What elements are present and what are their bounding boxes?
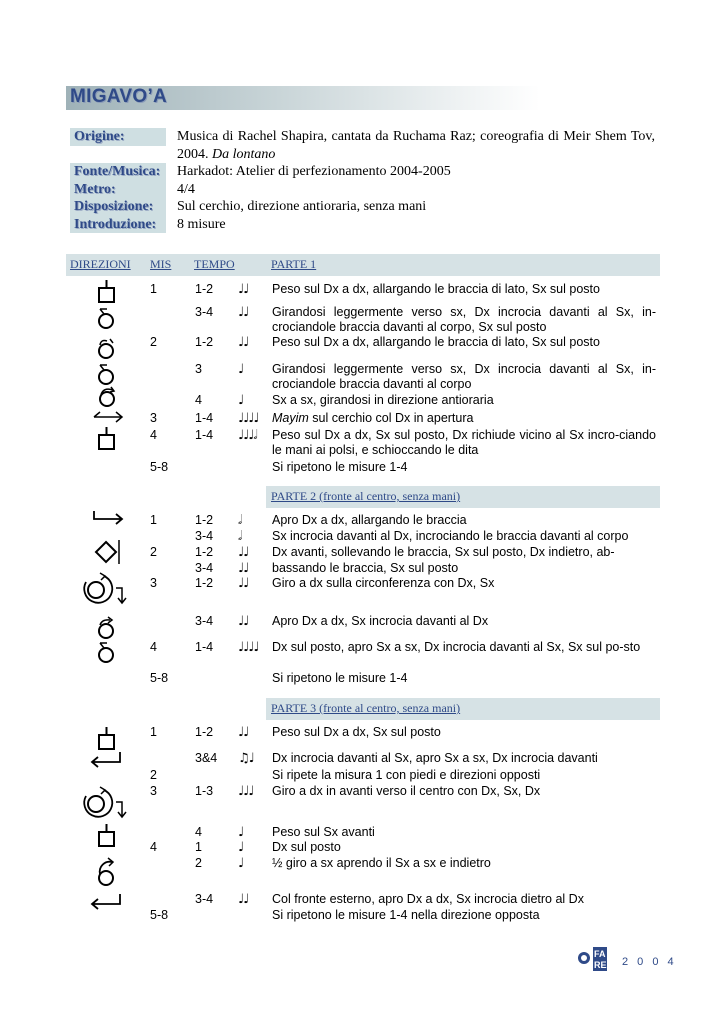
notes-cell: ♩♩	[238, 725, 249, 740]
description-cell: Dx sul posto	[272, 840, 341, 854]
tempo-cell: 1	[195, 840, 202, 854]
circle-turn-icon	[78, 784, 130, 824]
description-cell: Girandosi leggermente verso sx, Dx incrocia davanti al Sx, in-crociandole braccia davanti al corpo, Sx sul posto	[272, 305, 656, 334]
description-cell: Dx incrocia davanti al Sx, apro Sx a sx, Dx incrocia davanti	[272, 751, 598, 765]
info-label: Introduzione:	[70, 216, 166, 234]
description-cell: Peso sul Dx a dx, Sx sul posto	[272, 725, 441, 739]
turn-left-icon	[93, 306, 123, 332]
info-value	[177, 128, 655, 163]
notes-cell: ♩	[238, 362, 244, 377]
notes-cell: ♩♩♩𝅗𝅥	[238, 428, 257, 443]
step-right-icon	[93, 279, 123, 305]
info-label: Metro:	[70, 181, 166, 199]
mis-cell: 3	[150, 411, 157, 425]
notes-cell: ♩♩♩♩	[238, 411, 259, 426]
tempo-cell: 1-2	[195, 576, 214, 590]
part-1-title: PARTE 1	[271, 257, 317, 271]
col-mis: MIS	[150, 257, 172, 271]
description-cell: Si ripete la misura 1 con piedi e direzioni opposti	[272, 768, 541, 782]
double-arrow-icon	[92, 409, 124, 425]
info-value: 4/4	[177, 181, 195, 197]
notes-cell: ♩♩	[238, 305, 249, 320]
mis-cell: 4	[150, 428, 157, 442]
description-cell: Mayim sul cerchio col Dx in apertura	[272, 411, 474, 425]
description-cell: Peso sul Sx avanti	[272, 825, 375, 839]
description-cell: Dx avanti, sollevando le braccia, Sx sul posto, Dx indietro, ab-	[272, 545, 615, 559]
tempo-cell: 3-4	[195, 561, 214, 575]
notes-cell: ♩♩	[238, 561, 249, 576]
info-label: Origine:	[70, 128, 166, 146]
description-cell: Si ripetono le misure 1-4	[272, 671, 408, 685]
description-cell: Peso sul Dx a dx, allargando le braccia di lato, Sx sul posto	[272, 282, 600, 296]
diamond-icon	[92, 538, 124, 568]
description-cell: Dx sul posto, apro Sx a sx, Dx incrocia davanti al Sx, Sx sul po-sto	[272, 640, 641, 654]
arrow-right-icon	[92, 509, 126, 527]
notes-cell: ♫♩	[238, 751, 254, 766]
page-title: MIGAVO’A	[70, 86, 168, 107]
mis-cell: 3	[150, 576, 157, 590]
mis-cell: 5-8	[150, 671, 169, 685]
svg-text:FA: FA	[594, 949, 606, 959]
tempo-cell: 1-4	[195, 428, 214, 442]
description-cell: Girandosi leggermente verso sx, Dx incrocia davanti al Sx, in-crociandole braccia davanti al corpo	[272, 362, 656, 391]
mis-cell: 1	[150, 282, 157, 296]
notes-cell: ♩	[238, 393, 244, 408]
info-row-origine	[70, 128, 655, 163]
tempo-cell: 1-4	[195, 640, 214, 654]
notes-cell: ♩♩	[238, 892, 249, 907]
mis-cell: 2	[150, 545, 157, 559]
tempo-cell: 3&4	[195, 751, 218, 765]
arrow-left-icon	[88, 892, 124, 912]
description-cell: Si ripetono le misure 1-4	[272, 460, 408, 474]
mis-cell: 5-8	[150, 460, 169, 474]
table-header	[66, 254, 660, 276]
part-3-header	[266, 698, 660, 720]
step-right-icon	[93, 823, 123, 849]
tempo-cell: 3-4	[195, 305, 214, 319]
description-cell: Apro Dx a dx, Sx incrocia davanti al Dx	[272, 614, 489, 628]
turn-icon	[93, 616, 123, 642]
description-cell: Apro Dx a dx, allargando le braccia	[272, 513, 467, 527]
mis-cell: 2	[150, 768, 157, 782]
footer-year: 2 0 0 4	[622, 956, 677, 968]
mis-cell: 2	[150, 335, 157, 349]
mis-cell: 1	[150, 725, 157, 739]
logo-icon	[577, 945, 621, 973]
notes-cell: ♩♩	[238, 545, 249, 560]
tempo-cell: 3-4	[195, 892, 214, 906]
notes-cell: ♩♩	[238, 282, 249, 297]
part-2-title: PARTE 2 (fronte al centro, senza mani)	[271, 489, 461, 503]
description-cell: Sx a sx, girandosi in direzione antioraria	[272, 393, 494, 407]
mis-cell: 4	[150, 640, 157, 654]
mis-cell: 4	[150, 840, 157, 854]
tempo-cell: 1-2	[195, 335, 214, 349]
step-right-icon	[93, 426, 123, 452]
col-tempo: TEMPO	[194, 257, 235, 271]
notes-cell: ♩	[238, 825, 244, 840]
circle-turn-icon	[78, 570, 130, 610]
tempo-cell: 1-2	[195, 513, 214, 527]
notes-cell: ♩♩	[238, 576, 249, 591]
tempo-cell: 1-4	[195, 411, 214, 425]
part-3-title: PARTE 3 (fronte al centro, senza mani)	[271, 701, 461, 715]
description-cell: Peso sul Dx a dx, allargando le braccia di lato, Sx sul posto	[272, 335, 600, 349]
tempo-cell: 3-4	[195, 529, 214, 543]
description-cell: Sx incrocia davanti al Dx, incrociando le braccia davanti al corpo	[272, 529, 629, 543]
info-row-introduzione	[70, 216, 655, 234]
notes-cell: ♩♩♩	[238, 784, 254, 799]
turn-left-icon	[93, 640, 123, 666]
tempo-cell: 4	[195, 393, 202, 407]
description-cell: bassando le braccia, Sx sul posto	[272, 561, 459, 575]
description-cell: Giro a dx in avanti verso il centro con Dx, Sx, Dx	[272, 784, 541, 798]
info-row-fonte	[70, 163, 655, 181]
tempo-cell: 1-2	[195, 282, 214, 296]
arrow-left-icon	[88, 750, 124, 770]
half-turn-icon	[88, 854, 124, 890]
info-block	[70, 128, 655, 233]
info-label: Fonte/Musica:	[70, 163, 166, 181]
description-cell: Col fronte esterno, apro Dx a dx, Sx incrocia dietro al Dx	[272, 892, 584, 906]
tempo-cell: 3-4	[195, 614, 214, 628]
info-row-metro	[70, 181, 655, 199]
notes-cell: ♩	[238, 840, 244, 855]
tempo-cell: 1-3	[195, 784, 214, 798]
notes-cell: ♩♩	[238, 335, 249, 350]
turn-icon	[93, 336, 123, 362]
tempo-cell: 3	[195, 362, 202, 376]
col-direzioni: DIREZIONI	[70, 257, 131, 271]
tempo-cell: 1-2	[195, 545, 214, 559]
part-2-header	[266, 486, 660, 508]
origin-text: Musica di Rachel Shapira, cantata da Ruchama Raz; coreografia di Meir Shem Tov, 2004. Da lontano	[177, 129, 655, 162]
info-value: 8 misure	[177, 216, 226, 232]
step-right-icon	[93, 726, 123, 752]
notes-cell: ♩	[238, 856, 244, 871]
info-label: Disposizione:	[70, 198, 166, 216]
mis-cell: 1	[150, 513, 157, 527]
tempo-cell: 4	[195, 825, 202, 839]
info-row-disposizione	[70, 198, 655, 216]
tempo-cell: 2	[195, 856, 202, 870]
description-cell: Giro a dx sulla circonferenza con Dx, Sx	[272, 576, 495, 590]
notes-cell: ♩♩	[238, 614, 249, 629]
info-value: Harkadot: Atelier di perfezionamento 2004-2005	[177, 164, 451, 179]
notes-cell: ♩♩♩♩	[238, 640, 259, 655]
description-cell: ½ giro a sx aprendo il Sx a sx e indietro	[272, 856, 491, 870]
description-cell: Si ripetono le misure 1-4 nella direzione opposta	[272, 908, 540, 922]
mis-cell: 3	[150, 784, 157, 798]
description-cell: Peso sul Dx a dx, Sx sul posto, Dx richiude vicino al Sx incro-ciando le mani ai polsi, e schioccando le dita	[272, 428, 656, 457]
info-value: Sul cerchio, direzione antioraria, senza mani	[177, 199, 427, 214]
mis-cell: 5-8	[150, 908, 169, 922]
notes-cell: 𝅗𝅥	[238, 529, 242, 544]
turn-around-icon	[93, 384, 123, 410]
notes-cell: 𝅗𝅥	[238, 513, 242, 528]
tempo-cell: 1-2	[195, 725, 214, 739]
svg-text:RE: RE	[594, 960, 607, 970]
